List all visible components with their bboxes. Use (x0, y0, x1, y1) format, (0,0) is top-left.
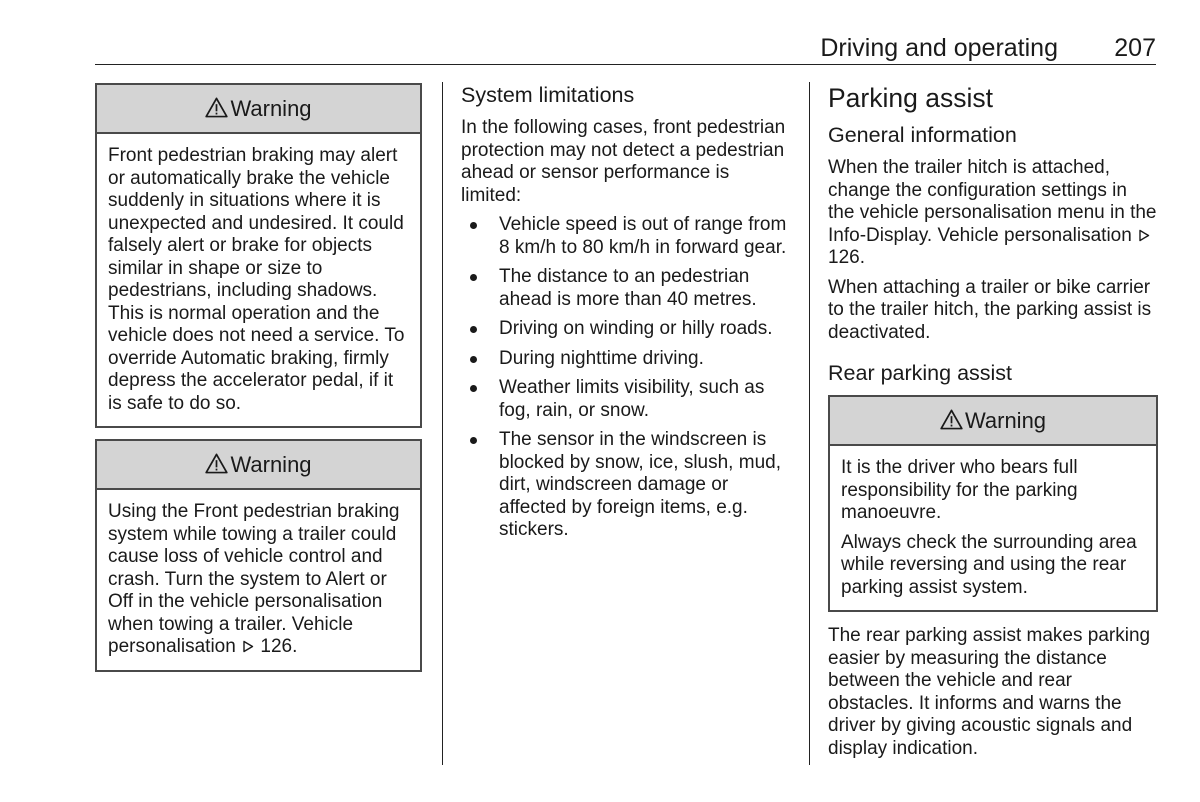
warning-box (828, 395, 1158, 612)
warning-triangle-icon (205, 97, 228, 118)
page-header (95, 30, 1156, 65)
section-heading: System limitations (461, 83, 635, 107)
intro-paragraph: In the following cases, front pedestrian protection may not detect a pedestrian ahead or sensor performance is limited: (461, 117, 786, 206)
warning-text: Front pedestrian braking may alert or automatically brake the vehicle suddenly in situations where it is unexpected and undesired. It could falsely alert or brake for objects similar in shape or size to pedestrians, including shadows. This is normal operation and the vehicle does not need a service. To override Automatic braking, firmly depress the accelerator pedal, if it is safe to do so. (108, 145, 405, 414)
warning-text: It is the driver who bears full responsibility for the parking manoeuvre. (841, 457, 1078, 523)
paragraph: The rear parking assist makes parking easier by measuring the distance between the vehicle and rear obstacles. It informs and warns the driver by giving acoustic signals and display indication. (828, 625, 1151, 759)
warning-body (97, 134, 420, 426)
bullet-icon (470, 274, 477, 281)
warning-heading: Warning (964, 407, 1047, 433)
warning-triangle-icon (940, 409, 963, 430)
warning-text: Always check the surrounding area while reversing and using the rear parking assist system. (841, 531, 1137, 598)
list-item: During nighttime driving. (461, 348, 791, 371)
warning-box (95, 83, 422, 428)
column-divider (809, 82, 810, 765)
bullet-icon (470, 437, 477, 444)
warning-body (97, 490, 420, 670)
list-item: The sensor in the windscreen is blocked by snow, ice, slush, mud, dirt, windscreen damage or affected by foreign items, e.g. stickers. (461, 429, 791, 542)
reference-arrow-icon[interactable] (242, 640, 254, 653)
bullet-icon (470, 385, 477, 392)
page-reference[interactable]: 126. (260, 636, 298, 657)
limitations-list (461, 214, 791, 542)
bullet-icon (470, 222, 477, 229)
section-heading: General information (828, 123, 1017, 147)
warning-header (97, 441, 420, 490)
list-item: The distance to an pedestrian ahead is more than 40 metres. (461, 266, 791, 311)
page-number: 207 (1114, 34, 1156, 62)
warning-heading: Warning (230, 451, 312, 477)
section-heading: Rear parking assist (828, 361, 1013, 385)
list-item: Weather limits visibility, such as fog, rain, or snow. (461, 377, 791, 422)
warning-header (97, 85, 420, 134)
paragraph: When the trailer hitch is attached, change the configuration settings in the vehicle personalisation menu in the Info-Display. Vehicle personalisation 126. (828, 157, 1157, 268)
warning-text (108, 501, 410, 659)
bullet-icon (470, 326, 477, 333)
paragraph: When attaching a trailer or bike carrier to the trailer hitch, the parking assist is deactivated. (828, 276, 1152, 343)
chapter-title: Parking assist (828, 83, 993, 113)
bullet-icon (470, 356, 477, 363)
list-item: Driving on winding or hilly roads. (461, 318, 791, 341)
warning-header (830, 397, 1156, 446)
middle-column (461, 83, 791, 549)
warning-body (830, 446, 1156, 610)
section-title: Driving and operating (820, 34, 1058, 62)
warning-text-body: Using the Front pedestrian braking system while towing a trailer could cause loss of vehicle control and crash. Turn the system to Alert or Off in the vehicle personalisation when towing a trailer. Vehicle personalisation (108, 501, 400, 657)
page-reference[interactable]: 126. (828, 247, 865, 268)
list-item: Vehicle speed is out of range from 8 km/h to 80 km/h in forward gear. (461, 214, 791, 259)
reference-arrow-icon[interactable] (1138, 229, 1150, 242)
column-divider (442, 82, 443, 765)
right-column (828, 83, 1158, 767)
left-column (95, 83, 422, 683)
warning-heading: Warning (230, 95, 312, 121)
warning-triangle-icon (205, 453, 228, 474)
warning-box (95, 439, 422, 672)
